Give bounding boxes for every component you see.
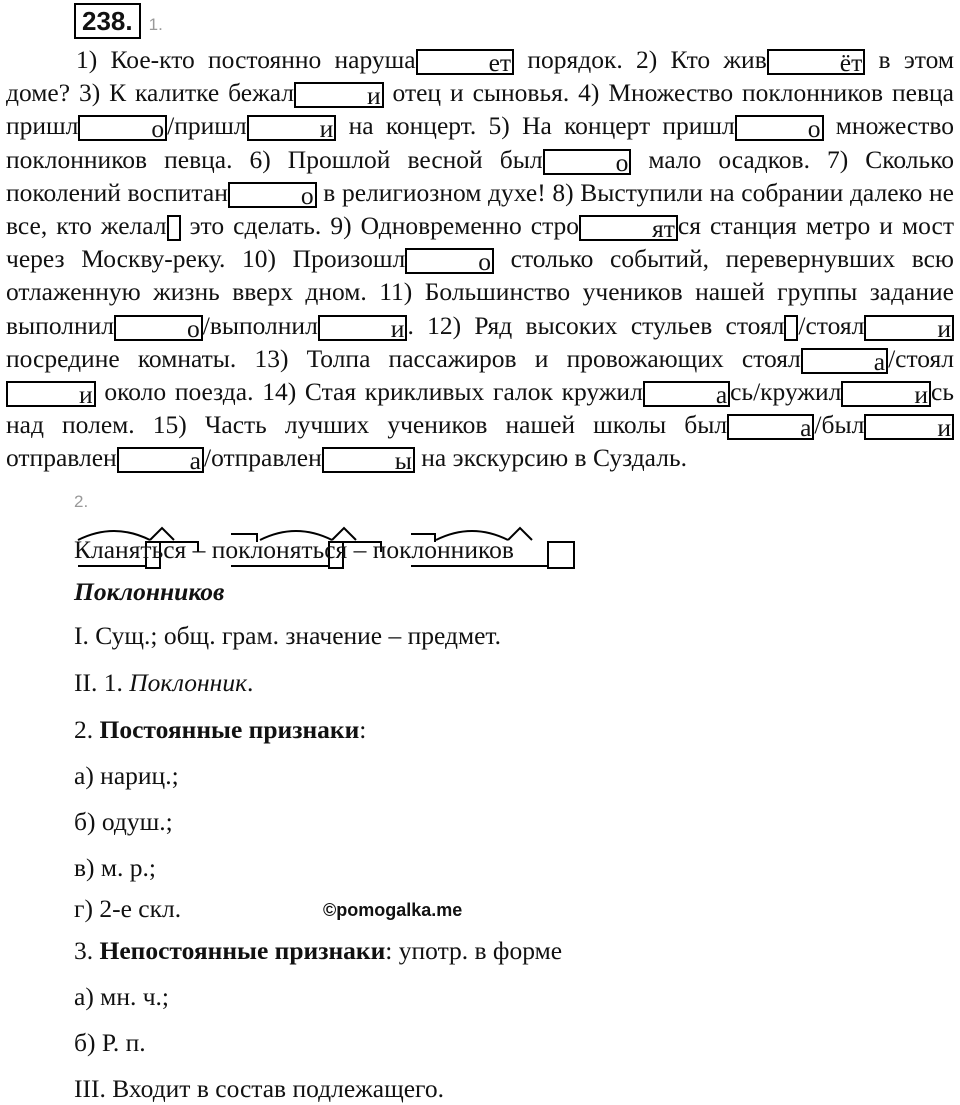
word-postfix: ся [163, 535, 187, 564]
text-run: множество поклонников певца. 6) Прошлой весной был [6, 111, 954, 174]
ending-box: ы [322, 447, 415, 473]
ending-box: ет [416, 49, 514, 75]
analysis-line-2 [74, 667, 253, 699]
initial-form: Поклонник [129, 668, 247, 697]
ending-box: о [405, 248, 494, 274]
ending-box: и [294, 82, 384, 108]
analysis-line-8 [74, 935, 562, 967]
ending-box: и [6, 381, 96, 407]
line-colon: : [359, 715, 367, 744]
word-suffix: ь [312, 535, 325, 564]
analysis-line-10: б) Р. п. [74, 1028, 146, 1057]
ending-box: и [841, 381, 931, 407]
ending-box: и [864, 414, 954, 440]
empty-ending-box [784, 315, 798, 341]
empty-ending-box [167, 215, 181, 241]
text-run: отправлен [6, 443, 117, 473]
text-run: на экскурсию в Суздаль. [414, 443, 687, 473]
ending-box: о [114, 315, 203, 341]
line-number: 2. [74, 715, 100, 744]
dash: – [186, 535, 212, 564]
analysis-line-9: а) мн. ч.; [74, 982, 170, 1011]
analysis-line-5: б) одуш.; [74, 807, 173, 836]
word-poklonyat: поклонят [211, 535, 313, 564]
text-run: отец и сыновья. 4) Множество поклонников певца пришл [6, 78, 954, 141]
word-poklonnik: поклонник [372, 535, 490, 564]
analysis-line-1: I. Сущ.; общ. грам. значение – предмет. [74, 621, 502, 650]
text-run: /был [814, 410, 865, 440]
ending-box: ёт [767, 49, 865, 75]
text-run: столько событий, перевернувших всю отлаженную жизнь вверх дном. 11) Большинство учеников нашей группы задание выполнил [6, 244, 954, 340]
part2-label: 2. [74, 492, 89, 511]
ending-box: а [117, 447, 204, 473]
analysis-line-3 [74, 714, 366, 746]
text-run: в этом доме? 3) К калитке бежал [6, 45, 954, 108]
text-run: сь над полем. 15) Часть лучших учеников нашей школы был [6, 377, 954, 440]
text-run: мало осадков. 7) Сколько поколений воспитан [6, 144, 954, 207]
ending-box: а [643, 381, 730, 407]
variable-features-heading: Непостоянные признаки [99, 936, 386, 965]
permanent-features-heading: Постоянные признаки [99, 715, 360, 744]
text-run: в религиозном духе! 8) Выступили на собрании далеко не все, кто желал [6, 177, 954, 241]
text-run: /пришл [167, 111, 247, 141]
ending-box: а [727, 414, 814, 440]
exercise-paragraph [6, 43, 954, 475]
word-postfix: ся [324, 535, 348, 564]
text-run: /стоял [888, 343, 954, 373]
line-dot: . [247, 668, 254, 697]
text-run: порядок. 2) Кто жив [514, 45, 767, 74]
word-kłanyat: Кланят [74, 535, 152, 564]
ending-box: о [543, 149, 632, 175]
ending-box: о [78, 115, 167, 141]
word-suffix: ь [151, 535, 164, 564]
ending-box: о [735, 115, 824, 141]
word-chain [74, 534, 514, 566]
text-run: /выполнил [202, 310, 318, 340]
text-run: это сделать. 9) Одновременно стро [180, 211, 580, 241]
text-run: на концерт. 5) На концерт пришл [336, 111, 735, 141]
analysis-line-7: г) 2-е скл. [74, 894, 182, 923]
text-run: 1) Кое-кто постоянно наруша [76, 45, 416, 74]
line-number: 3. [74, 936, 100, 965]
part1-label: 1. [148, 15, 163, 34]
text-run: ся станция метро и мост через Москву-реку. 10) Произошл [6, 211, 954, 274]
word-formation-analysis [74, 520, 594, 570]
ending-box: а [801, 348, 888, 374]
line-rest: : употр. в форме [385, 936, 563, 965]
text-run: /стоял [798, 310, 865, 340]
task-header [74, 3, 163, 39]
ending-box: ят [579, 215, 678, 241]
line-prefix: II. 1. [74, 668, 130, 697]
text-run: сь/кружил [730, 377, 842, 407]
text-run: /отправлен [204, 443, 322, 473]
word-ending: ов [489, 535, 514, 564]
ending-box [548, 542, 574, 568]
watermark: ©pomogalka.me [323, 900, 463, 920]
dash: – [347, 535, 373, 564]
analysis-line-6: в) м. р.; [74, 853, 157, 882]
ending-box: и [318, 315, 408, 341]
ending-box: о [228, 182, 317, 208]
ending-box: и [247, 115, 337, 141]
text-run: . 12) Ряд высоких стульев стоял [407, 310, 785, 340]
text-run: около поезда. 14) Стая крикливых галок кружил [95, 377, 643, 407]
text-run: посредине комнаты. 13) Толпа пассажиров и провожающих стоял [6, 343, 801, 373]
analysis-title: Поклонников [74, 577, 225, 606]
ending-box: и [864, 315, 954, 341]
analysis-line-4: а) нариц.; [74, 761, 179, 790]
task-number: 238. [74, 3, 141, 39]
analysis-line-11: III. Входит в состав подлежащего. [74, 1074, 444, 1103]
